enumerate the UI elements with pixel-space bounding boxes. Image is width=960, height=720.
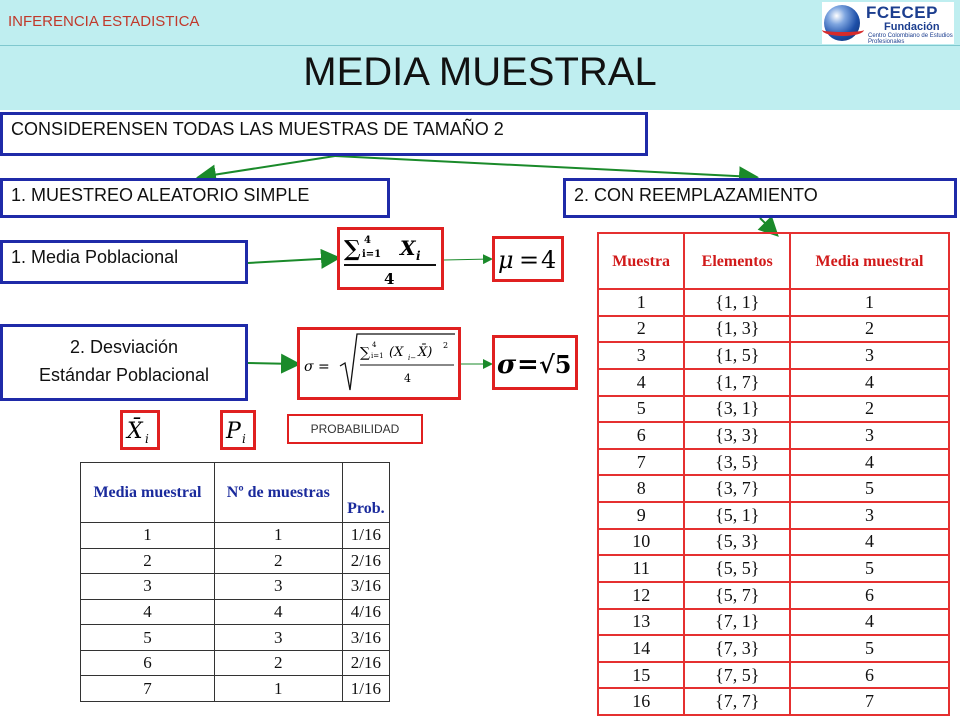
table-cell: {7, 7} (684, 688, 790, 715)
arrow-to-reemplazamiento (335, 156, 755, 177)
probability-table-body (81, 523, 390, 702)
table-cell: 13 (598, 609, 684, 636)
mu-result (492, 236, 564, 282)
table-row (81, 676, 390, 702)
table-row (81, 523, 390, 549)
table-cell: 7 (790, 688, 949, 715)
table-cell: 5 (598, 396, 684, 423)
mean-var: X (400, 236, 416, 260)
table-cell: 2 (214, 650, 342, 676)
table-cell: 6 (598, 422, 684, 449)
table-cell: 3 (598, 342, 684, 369)
sd-expr2: X̄) (418, 345, 433, 360)
table-cell: 15 (598, 662, 684, 689)
probability-table (80, 462, 390, 702)
col-header: Muestra (598, 233, 684, 289)
table-row (598, 289, 949, 316)
mas-box: 1. MUESTREO ALEATORIO SIMPLE (0, 178, 390, 218)
desviacion-box (0, 324, 248, 401)
table-cell: 1/16 (342, 676, 389, 702)
table-row (598, 662, 949, 689)
sd-lhs: σ = (304, 359, 330, 375)
table-cell: 10 (598, 529, 684, 556)
mu-symbol: μ (498, 246, 514, 274)
sd-denominator: 4 (404, 372, 411, 385)
table-cell: 16 (598, 688, 684, 715)
table-cell: {5, 3} (684, 529, 790, 556)
table-cell: 6 (81, 650, 215, 676)
sd-expr-sub: i− (408, 354, 417, 362)
xbar-symbol: X̄ (127, 419, 143, 444)
sd5-root: √5 (539, 350, 572, 379)
col-header: Nº de muestras (214, 463, 342, 523)
table-cell: {1, 7} (684, 369, 790, 396)
table-cell: {5, 1} (684, 502, 790, 529)
sd-sum-symbol: ∑ (360, 345, 370, 361)
table-row (598, 635, 949, 662)
col-header: Elementos (684, 233, 790, 289)
table-cell: 3 (790, 342, 949, 369)
mean-denominator: 4 (384, 270, 395, 287)
samples-table-body (598, 289, 949, 715)
table-cell: {5, 7} (684, 582, 790, 609)
mu-equals: = (519, 246, 540, 274)
table-cell: 4 (214, 599, 342, 625)
mean-formula (337, 227, 444, 290)
table-cell: {3, 1} (684, 396, 790, 423)
table-cell: 4/16 (342, 599, 389, 625)
table-cell: 12 (598, 582, 684, 609)
table-cell: 8 (598, 475, 684, 502)
consider-box: CONSIDERENSEN TODAS LAS MUESTRAS DE TAMAÑO 2 (0, 112, 648, 156)
table-cell: 2 (598, 316, 684, 343)
table-cell: {7, 1} (684, 609, 790, 636)
table-cell: 4 (598, 369, 684, 396)
xbar-sub: i (145, 432, 149, 446)
table-cell: 3 (81, 574, 215, 600)
table-cell: 5 (790, 635, 949, 662)
table-cell: 5 (790, 555, 949, 582)
table-cell: 4 (790, 449, 949, 476)
table-cell: 2/16 (342, 548, 389, 574)
sd5-symbol: σ (497, 350, 517, 380)
sd-sup: 4 (372, 341, 377, 349)
table-cell: 3 (214, 625, 342, 651)
table-cell: 7 (81, 676, 215, 702)
table-row (598, 555, 949, 582)
table-row (81, 650, 390, 676)
col-header: Media muestral (790, 233, 949, 289)
table-row (598, 688, 949, 715)
table-cell: {1, 1} (684, 289, 790, 316)
slide-title: MEDIA MUESTRAL (303, 50, 657, 94)
table-cell: {7, 3} (684, 635, 790, 662)
table-row (598, 369, 949, 396)
sd5-equals: = (517, 350, 539, 380)
table-cell: 3/16 (342, 574, 389, 600)
pi-symbol: P (226, 419, 241, 444)
col-header: Prob. (342, 463, 389, 523)
table-row (598, 396, 949, 423)
table-cell: 6 (790, 582, 949, 609)
mean-var-sub: i (416, 249, 421, 263)
mean-sub: i=1 (362, 249, 382, 260)
sd-power: 2 (443, 341, 449, 350)
table-row (598, 475, 949, 502)
arrow-to-sd-formula (248, 363, 297, 364)
table-row (598, 582, 949, 609)
table-row (598, 342, 949, 369)
table-cell: 4 (790, 369, 949, 396)
table-cell: {5, 5} (684, 555, 790, 582)
table-cell: 4 (790, 529, 949, 556)
table-row (598, 609, 949, 636)
table-row (598, 316, 949, 343)
table-cell: 2 (790, 396, 949, 423)
table-cell: 1/16 (342, 523, 389, 549)
arrow-to-mu (444, 259, 491, 260)
samples-table (597, 232, 950, 716)
table-cell: 1 (81, 523, 215, 549)
arrow-to-mean-formula (248, 258, 337, 263)
col-header: Media muestral (81, 463, 215, 523)
mu-value: 4 (541, 246, 557, 274)
table-cell: 14 (598, 635, 684, 662)
media-poblacional-box: 1. Media Poblacional (0, 240, 248, 284)
table-cell: 2 (81, 548, 215, 574)
table-cell: 2 (790, 316, 949, 343)
table-cell: {3, 3} (684, 422, 790, 449)
desviacion-line2: Estándar Poblacional (38, 365, 210, 385)
table-cell: 3/16 (342, 625, 389, 651)
table-cell: {7, 5} (684, 662, 790, 689)
logo-tagline: Centro Colombiano de Estudios Profesionales (868, 33, 953, 45)
table-cell: 2/16 (342, 650, 389, 676)
table-cell: 1 (790, 289, 949, 316)
table-row (81, 625, 390, 651)
probabilidad-label: PROBABILIDAD (287, 414, 423, 444)
table-row (598, 422, 949, 449)
table-cell: 6 (790, 662, 949, 689)
pi-label (220, 410, 256, 450)
table-cell: 5 (81, 625, 215, 651)
table-row (81, 548, 390, 574)
sd-sub: i=1 (371, 352, 384, 360)
mean-sum-symbol: ∑ (344, 236, 361, 262)
table-row (81, 574, 390, 600)
sd-expr: (X (389, 345, 404, 360)
table-row (598, 502, 949, 529)
table-cell: 2 (214, 548, 342, 574)
table-cell: 9 (598, 502, 684, 529)
table-cell: 3 (790, 422, 949, 449)
table-cell: {3, 5} (684, 449, 790, 476)
table-cell: {3, 7} (684, 475, 790, 502)
table-row (81, 599, 390, 625)
table-row (598, 529, 949, 556)
reemplazamiento-box: 2. CON REEMPLAZAMIENTO (563, 178, 957, 218)
sd-formula (297, 327, 461, 400)
desviacion-line1: 2. Desviación (69, 337, 179, 357)
table-cell: 4 (81, 599, 215, 625)
table-row (598, 449, 949, 476)
table-cell: 5 (790, 475, 949, 502)
sd-result (492, 335, 578, 390)
logo-subtitle: Fundación (884, 21, 940, 33)
table-cell: 11 (598, 555, 684, 582)
table-cell: {1, 5} (684, 342, 790, 369)
xbar-label (120, 410, 160, 450)
pi-sub: i (242, 432, 246, 446)
mean-sup: 4 (364, 235, 371, 246)
table-cell: 1 (598, 289, 684, 316)
table-cell: 7 (598, 449, 684, 476)
subject-label: INFERENCIA ESTADISTICA (8, 13, 200, 30)
table-cell: {1, 3} (684, 316, 790, 343)
table-cell: 3 (214, 574, 342, 600)
table-cell: 1 (214, 523, 342, 549)
table-cell: 1 (214, 676, 342, 702)
logo-name: FCECEP (866, 3, 938, 22)
table-cell: 3 (790, 502, 949, 529)
table-cell: 4 (790, 609, 949, 636)
arrow-to-mas (200, 156, 335, 177)
